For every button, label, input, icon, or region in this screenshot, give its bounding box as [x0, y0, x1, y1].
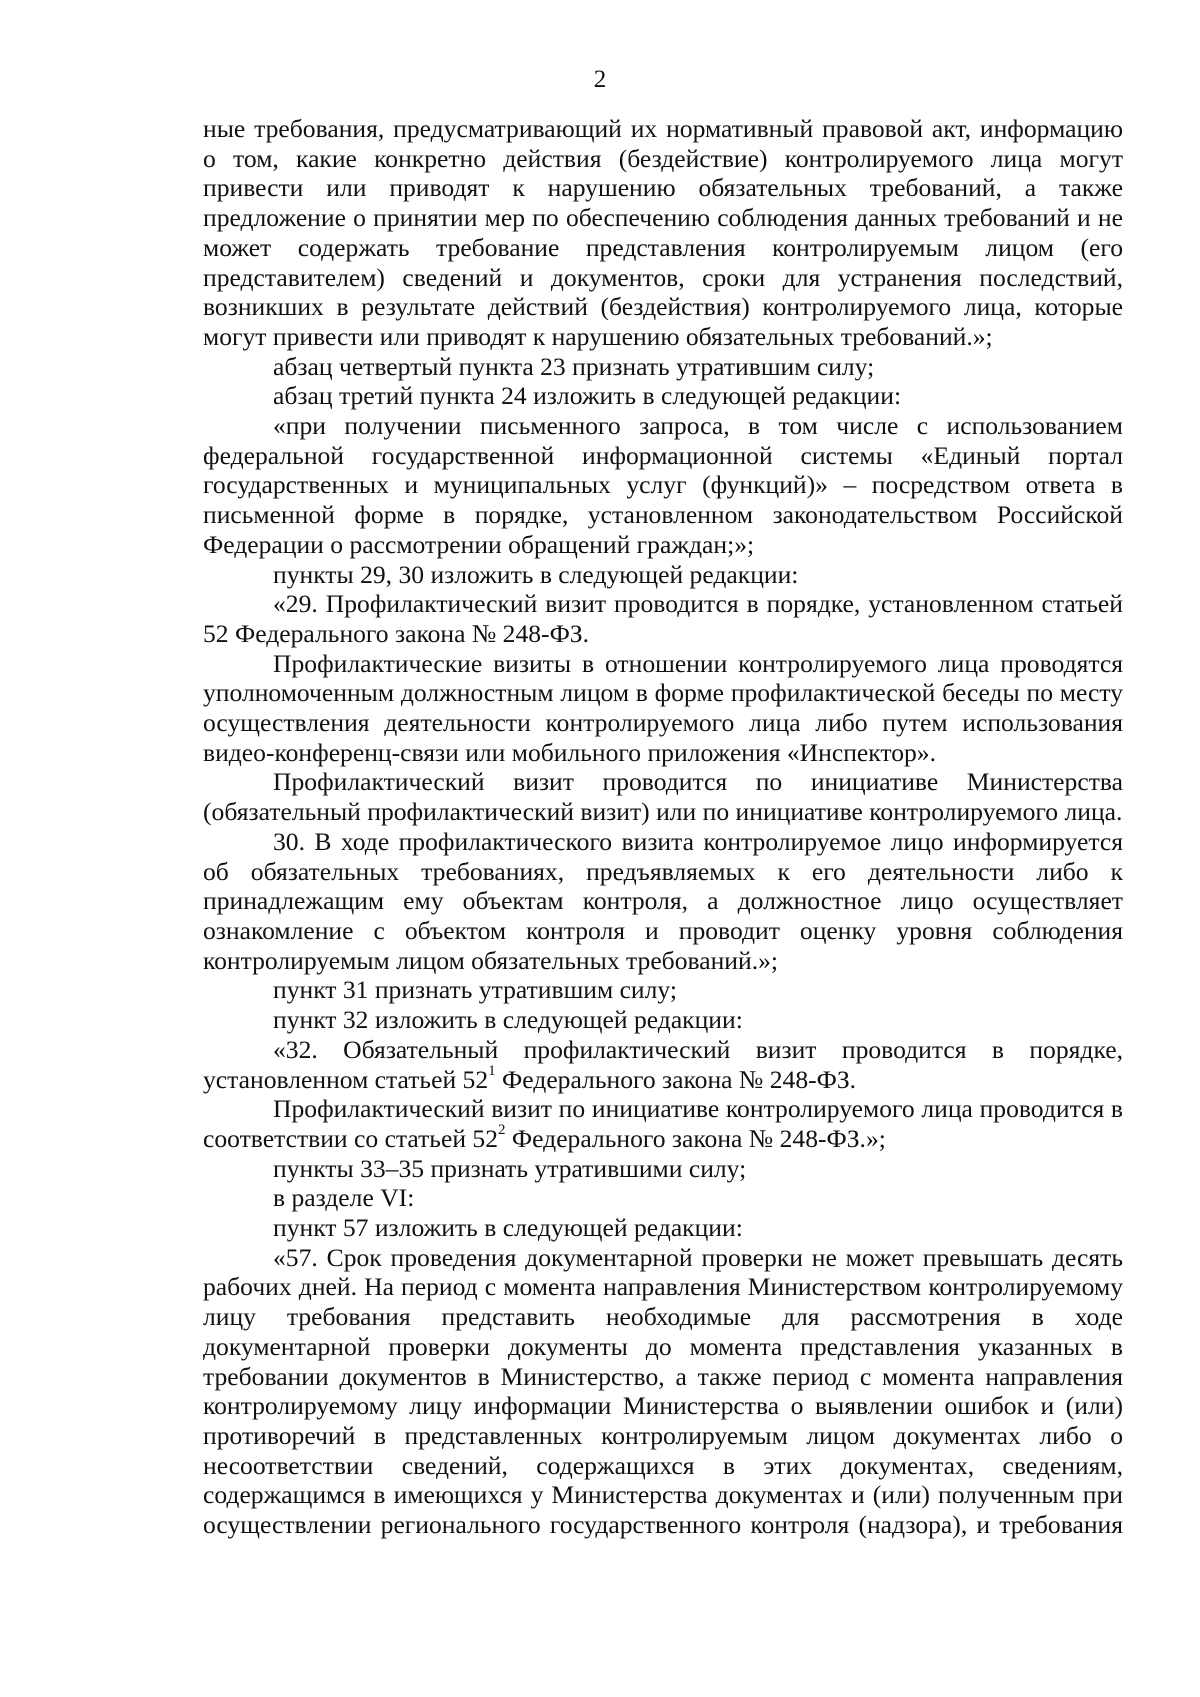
paragraph-with-superscript: [203, 1035, 1123, 1094]
paragraph: пункты 29, 30 изложить в следующей редакции:: [273, 559, 799, 589]
paragraph: Профилактические визиты в отношении контролируемого лица проводятся уполномоченным должностным лицом в форме профилактической беседы по месту осуществления деятельности контролируемого лица либо путем использования видео-конференц-связи или мобильного приложения «Инспектор».: [203, 648, 1123, 767]
paragraph-with-superscript: [203, 1094, 1123, 1153]
paragraph-text: Федерального закона № 248-ФЗ.»;: [505, 1123, 886, 1153]
superscript: 2: [498, 1122, 506, 1139]
superscript: 1: [488, 1062, 496, 1079]
paragraph-text: Профилактический визит по инициативе контролируемого лица проводится в соответствии со статьей 52: [203, 1094, 1123, 1153]
paragraph: Профилактический визит проводится по инициативе Министерства (обязательный профилактический визит) или по инициативе контролируемого лица.: [203, 767, 1123, 827]
paragraph-text: «32. Обязательный профилактический визит проводится в порядке, установленном статьей 52: [203, 1034, 1123, 1094]
paragraph: «57. Срок проведения документарной проверки не может превышать десять рабочих дней. На период с момента направления Министерством контролируемому лицу требования представить необходимые для рассмотрения в ходе документарной проверки документы до момента представления указанных в требовании документов в Министерство, а также период с момента направления контролируемому лицу информации Министерства о выявлении ошибок и (или) противоречий в представленных контролируемым лицом документах либо о несоответствии сведений, содержащихся в этих документах, сведениям, содержащимся в имеющихся у Министерства документах и (или) полученным при осуществлении регионального государственного контроля (надзора), и требования: [203, 1242, 1123, 1540]
paragraph: 30. В ходе профилактического визита контролируемое лицо информируется об обязательных требованиях, предъявляемых к его деятельности либо к принадлежащим ему объектам контроля, а должностное лицо осуществляет ознакомление с объектом контроля и проводит оценку уровня соблюдения контролируемым лицом обязательных требований.»;: [203, 826, 1123, 975]
paragraph: пункт 32 изложить в следующей редакции:: [273, 1005, 743, 1035]
paragraph-text: Федерального закона № 248-ФЗ.: [495, 1064, 857, 1094]
paragraph: абзац четвертый пункта 23 признать утратившим силу;: [273, 351, 875, 381]
document-body: [203, 114, 1123, 1540]
paragraph: пункт 31 признать утратившим силу;: [273, 975, 677, 1005]
paragraph: в разделе VI:: [273, 1183, 415, 1213]
paragraph: пункты 33–35 признать утратившими силу;: [273, 1153, 747, 1183]
paragraph: пункт 57 изложить в следующей редакции:: [273, 1213, 743, 1243]
page-number: 2: [593, 66, 607, 93]
paragraph: «при получении письменного запроса, в том числе с использованием федеральной государственной информационной системы «Единый портал государственных и муниципальных услуг (функций)» – посредством ответа в письменной форме в порядке, установленном законодательством Российской Федерации о рассмотрении обращений граждан;»;: [203, 411, 1123, 559]
paragraph: абзац третий пункта 24 изложить в следующей редакции:: [273, 381, 902, 411]
paragraph: ные требования, предусматривающий их нормативный правовой акт, информацию о том, какие конкретно действия (бездействие) контролируемого лица могут привести или приводят к нарушению обязательных требований, а также предложение о принятии мер по обеспечению соблюдения данных требований и не может содержать требование представления контролируемым лицом (его представителем) сведений и документов, сроки для устранения последствий, возникших в результате действий (бездействия) контролируемого лица, которые могут привести или приводят к нарушению обязательных требований.»;: [203, 114, 1123, 351]
paragraph: «29. Профилактический визит проводится в порядке, установленном статьей 52 Федерального закона № 248-ФЗ.: [203, 589, 1123, 648]
